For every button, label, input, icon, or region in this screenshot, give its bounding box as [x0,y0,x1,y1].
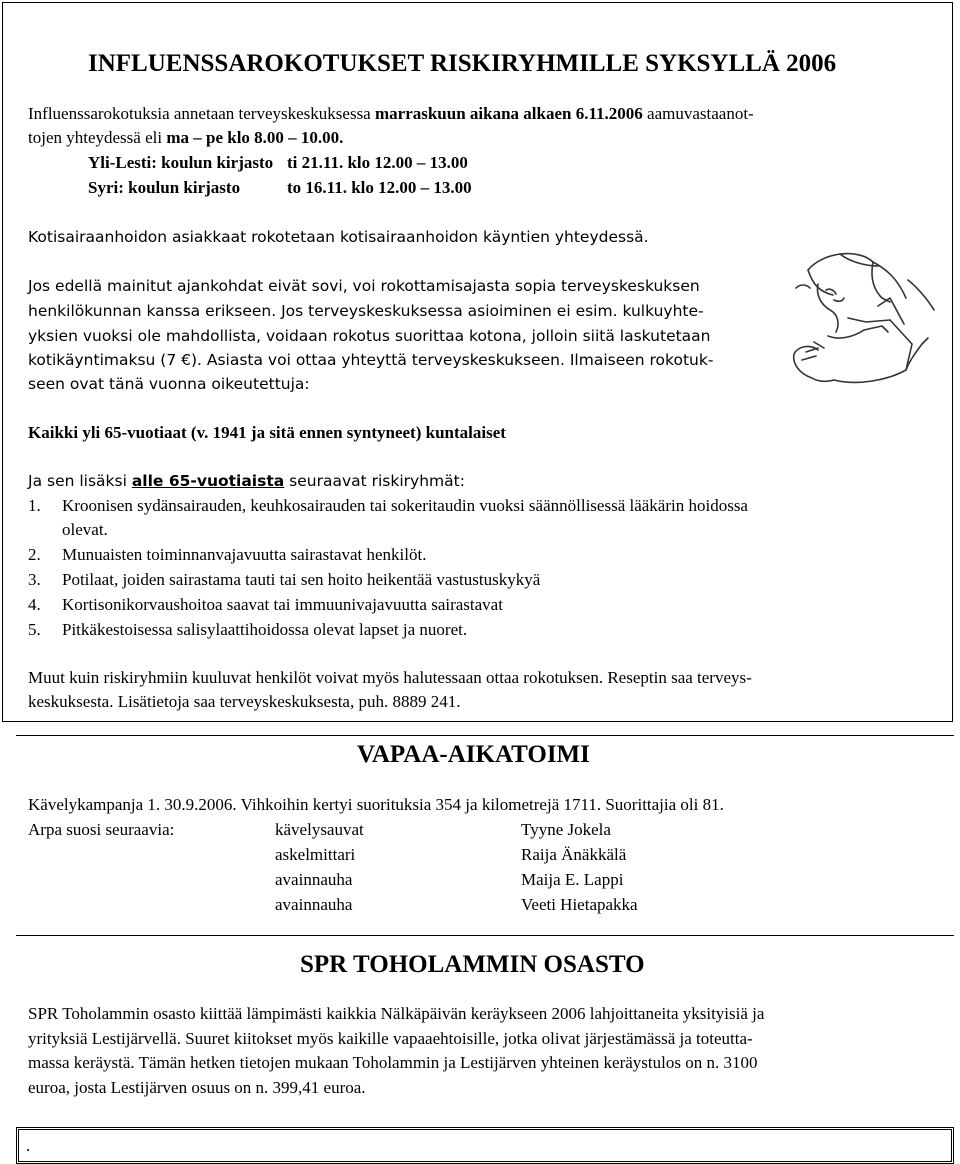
location-time: to 16.11. klo 12.00 – 13.00 [287,178,472,197]
prize-winner: Tyyne Jokela [521,820,611,839]
prize-winner: Veeti Hietapakka [521,895,638,914]
spr-text-line: yrityksiä Lestijärvellä. Suuret kiitokset myös kaikille vapaaehtoisille, jotka olivat järjestämässä ja toteutta- [28,1029,753,1048]
prize-name: kävelysauvat [275,820,364,839]
spr-text-line: massa keräystä. Tämän hetken tietojen mukaan Toholammin ja Lestijärven yhteinen keräystulos on n. 3100 [28,1053,758,1072]
prize-name: avainnauha [275,870,353,889]
bottom-box [16,1127,954,1164]
spr-text-line: euroa, josta Lestijärven osuus on n. 399,41 euroa. [28,1078,366,1097]
risk-group-text: Potilaat, joiden sairastama tauti tai sen hoito heikentää vastustuskykyä [62,570,541,589]
risk-group-text: Munuaisten toiminnanvajavuutta sairastavat henkilöt. [62,545,427,564]
location-time: ti 21.11. klo 12.00 – 13.00 [287,153,468,172]
risk-group-number: 4. [28,595,41,614]
risk-group-number: 1. [28,496,41,515]
risk-group-text: Pitkäkestoisessa salisylaattihoidossa olevat lapset ja nuoret. [62,620,468,639]
section-divider [16,735,954,736]
prize-name: avainnauha [275,895,353,914]
eligible-group: Kaikki yli 65-vuotiaat (v. 1941 ja sitä ennen syntyneet) kuntalaiset [28,423,506,442]
info-paragraph-line: seen ovat tänä vuonna oikeutettuja: [28,375,310,393]
location-place: Syri: koulun kirjasto [88,178,241,197]
prize-name: askelmittari [275,845,356,864]
risk-group-number: 5. [28,620,41,639]
location-place: Yli-Lesti: koulun kirjasto [88,153,274,172]
closing-line: Muut kuin riskiryhmiin kuuluvat henkilöt voivat myös halutessaan ottaa rokotuksen. Reseptin saa terveys- [28,668,752,687]
leisure-title: VAPAA-AIKATOIMI [357,741,590,768]
intro-line-1: Influenssarokotuksia annetaan terveyskeskuksessa marraskuun aikana alkaen 6.11.2006 aamuvastaanot- [28,104,754,123]
influenza-title: INFLUENSSAROKOTUKSET RISKIRYHMILLE SYKSYLLÄ 2006 [88,50,837,77]
walking-campaign-summary: Kävelykampanja 1. 30.9.2006. Vihkoihin kertyi suorituksia 354 ja kilometrejä 1711. Suorittajia oli 81. [28,795,724,814]
nurse-vaccination-illustration [778,240,948,410]
risk-groups-intro: Ja sen lisäksi alle 65-vuotiaista seuraavat riskiryhmät: [28,472,465,490]
info-paragraph-line: kotikäyntimaksu (7 €). Asiasta voi ottaa yhteyttä terveyskeskukseen. Ilmaiseen rokotuk- [28,351,714,369]
risk-group-number: 2. [28,545,41,564]
bottom-box-text: . [26,1136,31,1155]
risk-group-text: Kroonisen sydänsairauden, keuhkosairauden tai sokeritaudin vuoksi säännöllisessä lääkärin hoidossa [62,496,748,515]
risk-group-text: olevat. [62,520,108,539]
info-paragraph-line: yksien vuoksi ole mahdollista, voidaan rokotus suorittaa kotona, jolloin siitä laskutetaan [28,327,711,345]
lottery-label: Arpa suosi seuraavia: [28,820,175,839]
home-care-note: Kotisairaanhoidon asiakkaat rokotetaan kotisairaanhoidon käyntien yhteydessä. [28,228,649,246]
risk-group-text: Kortisonikorvaushoitoa saavat tai immuunivajavuutta sairastavat [62,595,503,614]
closing-line: keskuksesta. Lisätietoja saa terveyskeskuksesta, puh. 8889 241. [28,692,461,711]
prize-winner: Raija Änäkkälä [521,845,627,864]
risk-group-number: 3. [28,570,41,589]
section-divider [16,935,954,936]
info-paragraph-line: Jos edellä mainitut ajankohdat eivät sovi, voi rokottamisajasta sopia terveyskeskuksen [28,277,700,295]
intro-line-2: tojen yhteydessä eli ma – pe klo 8.00 – 10.00. [28,128,344,147]
info-paragraph-line: henkilökunnan kanssa erikseen. Jos terveyskeskuksessa asioiminen ei esim. kulkuyhte- [28,302,704,320]
spr-title: SPR TOHOLAMMIN OSASTO [300,951,645,978]
prize-winner: Maija E. Lappi [521,870,624,889]
spr-text-line: SPR Toholammin osasto kiittää lämpimästi kaikkia Nälkäpäivän keräykseen 2006 lahjoittaneita yksityisiä ja [28,1004,765,1023]
